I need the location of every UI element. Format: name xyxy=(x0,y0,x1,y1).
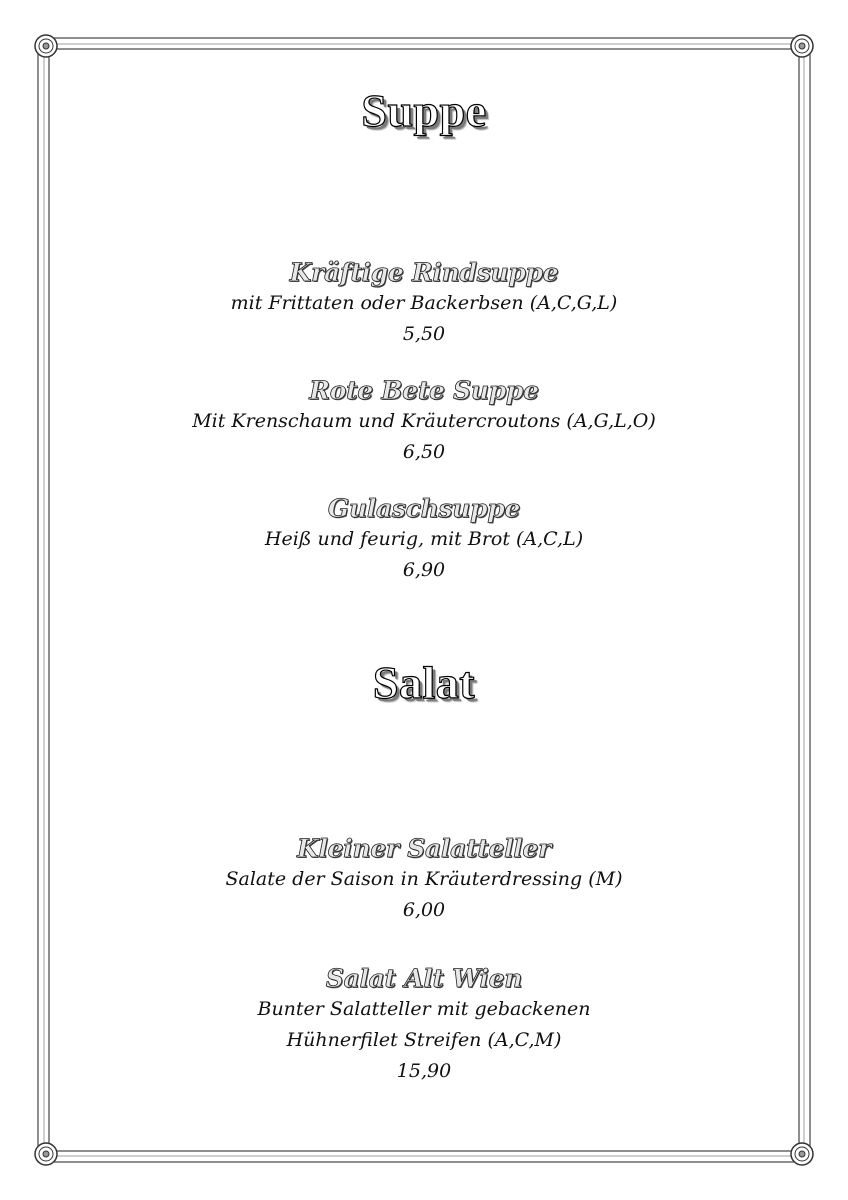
dish-description: Mit Krenschaum und Kräutercroutons (A,G,L,O) xyxy=(192,410,656,432)
dish-price: 6,00 xyxy=(402,899,446,921)
dish-description: Heiß und feurig, mit Brot (A,C,L) xyxy=(264,528,584,550)
section-title-salat: Salat xyxy=(372,657,476,708)
menu-item-kleiner-salatteller xyxy=(0,834,848,926)
dish-description-line-2: Hühnerfilet Streifen (A,C,M) xyxy=(286,1029,562,1051)
dish-description: mit Frittaten oder Backerbsen (A,C,G,L) xyxy=(230,292,618,314)
menu-item-gulaschsuppe xyxy=(0,494,848,586)
dish-description: Salate der Saison in Kräuterdressing (M) xyxy=(225,868,623,890)
corner-ornament-bottom-right xyxy=(791,1143,813,1165)
dish-name: Salat Alt Wien xyxy=(325,964,523,993)
dish-description-line-1: Bunter Salatteller mit gebackenen xyxy=(257,998,591,1020)
menu-item-rote-bete-suppe xyxy=(0,376,848,468)
dish-price: 6,90 xyxy=(402,559,446,581)
corner-ornament-top-right xyxy=(791,35,813,57)
dish-price: 15,90 xyxy=(396,1060,452,1082)
corner-ornament-top-left xyxy=(35,35,57,57)
dish-name: Kräftige Rindsuppe xyxy=(289,258,559,287)
dish-name: Kleiner Salatteller xyxy=(297,834,551,863)
dish-price: 6,50 xyxy=(402,441,446,463)
dish-name: Gulaschsuppe xyxy=(327,494,521,523)
section-title-suppe: Suppe xyxy=(361,85,487,136)
dish-price: 5,50 xyxy=(402,323,446,345)
menu-item-salat-alt-wien xyxy=(0,964,848,1087)
menu-item-kraeftige-rindsuppe xyxy=(0,258,848,350)
corner-ornament-bottom-left xyxy=(35,1143,57,1165)
dish-name: Rote Bete Suppe xyxy=(309,376,539,405)
